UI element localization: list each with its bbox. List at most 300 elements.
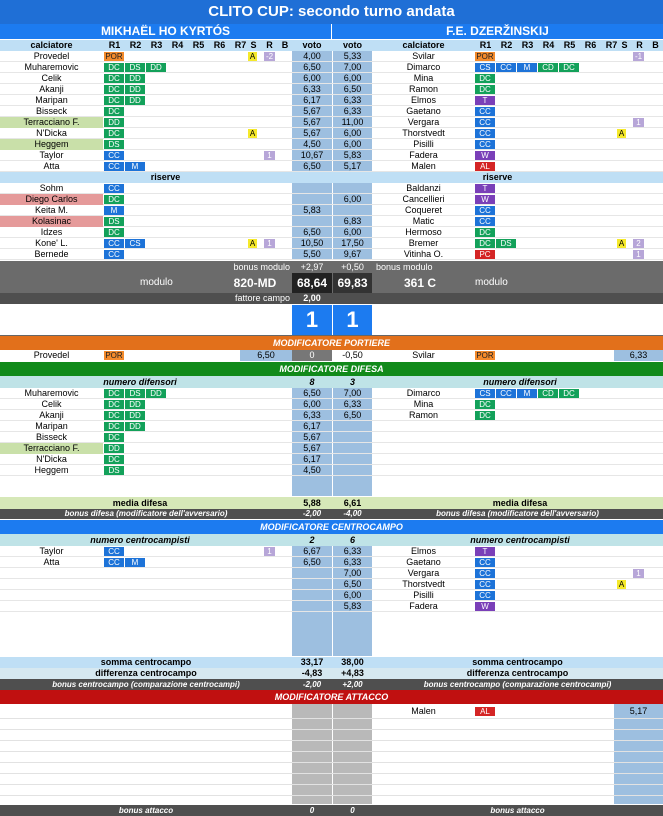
portiere-away-vote: 6,33 [614, 350, 663, 361]
col-voto-away: voto [343, 40, 362, 50]
away-player-name[interactable]: Svilar [412, 51, 435, 61]
col-r4-away: R4 [542, 40, 555, 50]
away-reserves-label: riserve [482, 172, 513, 182]
away-player-vote: 6,33 [343, 106, 362, 116]
home-role-dd: DD [125, 411, 145, 420]
centrocampo-home-num: 2 [309, 535, 315, 545]
home-role-dc: DC [104, 63, 124, 72]
away-player-vote: 5,83 [343, 601, 362, 611]
home-role-ds: DS [104, 217, 124, 226]
away-player-vote [333, 183, 372, 194]
home-role-dd: DD [125, 96, 145, 105]
portiere-home-mod: 0 [292, 350, 332, 361]
home-player-name[interactable]: Terracciano F. [0, 443, 103, 454]
home-player-name[interactable]: Celik [41, 399, 62, 409]
away-modulo: 361 C [403, 276, 437, 290]
portiere-home-vote: 6,50 [240, 350, 292, 361]
home-role-dc: DC [104, 129, 124, 138]
home-role-dd: DD [146, 63, 166, 72]
away-player-name[interactable]: Matic [412, 216, 435, 226]
cell: differenza centrocampo [95, 668, 197, 678]
player-row [0, 227, 663, 238]
home-role-dc: DC [104, 400, 124, 409]
home-role-dc: DC [104, 433, 124, 442]
home-role-m: M [104, 206, 124, 215]
home-player-name[interactable]: N'Dicka [36, 454, 67, 464]
away-role-w: W [475, 602, 495, 611]
attacco-away-vote: 5,17 [629, 706, 648, 716]
home-player-name[interactable]: Idzes [40, 227, 63, 237]
away-player-name[interactable]: Coqueret [404, 205, 443, 215]
cell: bonus centrocampo (comparazione centrocampi) [52, 680, 240, 689]
grid-line [0, 751, 663, 752]
away-player-vote: 6,00 [343, 590, 362, 600]
col-r6: R6 [213, 40, 226, 50]
away-bonus-badge: -1 [634, 52, 643, 61]
attacco-row [0, 706, 663, 717]
player-row [0, 579, 663, 590]
home-reserves-label: riserve [150, 172, 181, 182]
away-player-vote: 6,50 [343, 410, 362, 420]
bonus-difesa-row [0, 509, 663, 519]
away-role-cc: CC [475, 591, 495, 600]
away-role-dc: DC [475, 228, 495, 237]
away-role-cc: CC [475, 580, 495, 589]
player-row [0, 601, 663, 612]
away-player-name[interactable]: Dimarco [406, 62, 441, 72]
away-role-cd: CD [538, 63, 558, 72]
bonus-centrocampo-home: -2,00 [302, 680, 322, 689]
modulo-row [0, 273, 663, 293]
col-s-away: S [621, 40, 628, 50]
home-role-dc: DC [104, 195, 124, 204]
away-role-cc: CC [496, 63, 516, 72]
col-voto: voto [302, 40, 322, 50]
home-player-name[interactable]: Sohm [39, 183, 64, 193]
difesa-num-label: numero difensori [103, 377, 177, 387]
away-player-name[interactable]: Vergara [407, 568, 440, 578]
away-role-t: T [475, 547, 495, 556]
home-role-por: POR [105, 351, 123, 360]
home-bonus-badge: 1 [264, 151, 275, 160]
away-player-vote: 6,33 [343, 557, 362, 567]
home-player-name[interactable]: N'Dicka [36, 128, 67, 138]
away-player-name[interactable]: Pisilli [413, 139, 434, 149]
away-player-name[interactable]: Vergara [407, 117, 440, 127]
bonus-difesa-label: bonus difesa (modificatore dell'avversario) [64, 509, 228, 518]
home-role-dd: DD [125, 422, 145, 431]
player-row [0, 139, 663, 150]
home-player-name[interactable]: Heggem [0, 139, 103, 150]
home-player-name[interactable]: Taylor [39, 150, 64, 160]
differenza-centrocampo-home: -4,83 [301, 668, 323, 678]
player-row [0, 454, 663, 465]
home-player-name[interactable]: Celik [41, 73, 62, 83]
home-player-vote: 10,50 [300, 238, 324, 248]
away-role-cc: CC [475, 129, 495, 138]
home-player-vote: 4,00 [303, 51, 321, 61]
away-player-name[interactable]: Gaetano [406, 557, 441, 567]
difesa-home-num: 8 [309, 377, 315, 387]
portiere-row [0, 350, 663, 362]
home-role-ds: DS [125, 63, 145, 72]
col-r2-away: R2 [500, 40, 513, 50]
away-player-vote: 5,17 [343, 161, 362, 171]
grid-line [0, 729, 663, 730]
centrocampo-section-title: MODIFICATORE CENTROCAMPO [0, 520, 663, 534]
away-player-vote: 6,00 [343, 128, 362, 138]
media-difesa-row [0, 497, 663, 509]
modulo-label-away: modulo [475, 277, 508, 288]
home-bonus-badge: 1 [264, 239, 275, 248]
home-player-name[interactable]: Akanji [39, 410, 64, 420]
bonus-difesa-away: -4,00 [343, 509, 362, 518]
player-row [0, 568, 663, 579]
home-player-vote: 6,50 [303, 62, 321, 72]
away-role-cc: CC [475, 118, 495, 127]
away-player-name[interactable]: Elmos [410, 95, 436, 105]
away-player-name[interactable]: Gaetano [406, 106, 441, 116]
away-player-name[interactable]: Ramon [408, 84, 438, 94]
home-total: 68,64 [292, 273, 332, 293]
col-r1-away: R1 [479, 40, 492, 50]
home-player-name[interactable]: Maripan [35, 95, 68, 105]
home-player-vote: 5,67 [303, 128, 321, 138]
grid-line [0, 773, 663, 774]
fattore-campo-label: fattore campo [234, 293, 290, 303]
home-role-ds: DS [104, 140, 124, 149]
grid-line [0, 718, 663, 719]
away-player-vote: 17,50 [341, 238, 364, 248]
reserves-header [0, 172, 663, 183]
col-r7-away: R7 [605, 40, 618, 50]
away-player-vote: 11,00 [341, 117, 364, 127]
away-player-vote: 6,00 [343, 139, 362, 149]
player-row [0, 249, 663, 260]
home-bonus-badge: -2 [265, 52, 274, 61]
home-player-name[interactable]: Atta [43, 557, 60, 567]
page-title: CLITO CUP: secondo turno andata [0, 0, 663, 24]
home-captain-badge: A [249, 52, 256, 61]
home-role-cc: CC [104, 250, 124, 259]
player-row [0, 117, 663, 128]
col-r5-away: R5 [563, 40, 576, 50]
attacco-section-title: MODIFICATORE ATTACCO [0, 690, 663, 704]
home-role-m: M [125, 162, 145, 171]
vote-column-bg [292, 704, 332, 804]
starters-col-player: calciatore [30, 40, 73, 50]
home-player-vote: 4,50 [303, 139, 321, 149]
home-player-vote: 5,67 [303, 117, 321, 127]
away-player-vote: 6,33 [343, 546, 362, 556]
centrocampo-away-num: 6 [349, 535, 355, 545]
player-row [0, 432, 663, 443]
player-row [0, 51, 663, 62]
home-player-vote [292, 216, 332, 227]
home-role-cs: CS [125, 239, 145, 248]
away-player-name[interactable]: Pisilli [413, 590, 434, 600]
home-role-cc: CC [104, 547, 124, 556]
away-player-vote: 6,50 [343, 579, 362, 589]
media-difesa-away: 6,61 [343, 498, 362, 508]
portiere-section-title: MODIFICATORE PORTIERE [0, 336, 663, 350]
home-role-cc: CC [104, 184, 124, 193]
media-difesa-label-away: media difesa [492, 498, 548, 508]
player-row [0, 84, 663, 95]
away-player-name[interactable]: Hermoso [405, 227, 442, 237]
player-row [0, 73, 663, 84]
home-role-dc: DC [104, 96, 124, 105]
cell: bonus attacco [118, 806, 174, 815]
bonus-modulo-label: bonus modulo [233, 262, 290, 272]
home-player-name[interactable]: Bisseck [35, 106, 67, 116]
away-player-name[interactable]: Thorstvedt [402, 579, 445, 589]
home-role-dd: DD [104, 444, 124, 453]
away-player-name[interactable]: Fadera [409, 601, 438, 611]
home-role-dc: DC [104, 85, 124, 94]
home-player-name[interactable]: Muharemovic [24, 388, 79, 398]
away-role-por: POR [476, 351, 494, 360]
home-role-dd: DD [146, 389, 166, 398]
media-difesa-label: media difesa [112, 498, 168, 508]
cell: somma centrocampo [100, 657, 192, 667]
col-r2: R2 [129, 40, 142, 50]
away-role-cc: CC [475, 140, 495, 149]
player-row [0, 205, 663, 216]
col-r1: R1 [108, 40, 121, 50]
away-player-vote: 7,00 [343, 388, 362, 398]
differenza-centrocampo-away: +4,83 [341, 668, 364, 678]
away-player-vote: 6,33 [343, 95, 362, 105]
home-role-dd: DD [125, 400, 145, 409]
away-role-cc: CC [475, 107, 495, 116]
away-player-vote: 6,50 [343, 84, 362, 94]
home-role-dc: DC [104, 107, 124, 116]
bonus-attacco-away: 0 [350, 806, 355, 815]
away-role-w: W [475, 151, 495, 160]
away-player-vote: 6,00 [343, 227, 362, 237]
col-player-away: calciatore [402, 40, 445, 50]
home-player-name[interactable]: Akanji [39, 84, 64, 94]
away-role-cd: CD [538, 389, 558, 398]
player-row [0, 399, 663, 410]
home-modulo: 820-MD [233, 276, 277, 290]
away-captain-badge: A [618, 239, 625, 248]
player-row [0, 194, 663, 205]
home-captain-badge: A [249, 239, 256, 248]
away-role-dc: DC [559, 63, 579, 72]
home-player-name[interactable]: Keita M. [34, 205, 68, 215]
away-player-name[interactable]: Mina [413, 73, 434, 83]
away-player-name[interactable]: Bremer [408, 238, 439, 248]
away-role-dc: DC [559, 389, 579, 398]
away-role-t: T [475, 184, 495, 193]
home-bonus-badge: 1 [264, 547, 275, 556]
home-player-vote: 6,50 [303, 161, 321, 171]
away-role-cc: CC [496, 389, 516, 398]
grid-line [0, 740, 663, 741]
home-role-dc: DC [104, 422, 124, 431]
home-player-name[interactable]: Taylor [39, 546, 64, 556]
away-bonus-badge: 2 [633, 239, 644, 248]
col-s: S [250, 40, 257, 50]
bonus-attacco-row [0, 805, 663, 816]
home-player-name[interactable]: Kone' L. [35, 238, 68, 248]
somma-centrocampo-label-away: somma centrocampo [472, 657, 563, 667]
vote-column-bg [614, 704, 663, 804]
differenza-centrocampo-label-away: differenza centrocampo [466, 668, 569, 678]
bonus-difesa-label-away: bonus difesa (modificatore dell'avversario) [436, 509, 599, 518]
away-role-dc: DC [475, 239, 495, 248]
away-role-m: M [517, 63, 537, 72]
fattore-campo-row [0, 293, 663, 304]
away-role-cc: CC [475, 569, 495, 578]
away-player-name[interactable]: Baldanzi [406, 183, 441, 193]
away-role-cc: CC [475, 217, 495, 226]
bonus-centrocampo-row [0, 679, 663, 690]
fattore-campo-value: 2,00 [303, 293, 321, 303]
home-role-dd: DD [104, 118, 124, 127]
away-player-name[interactable]: Dimarco [406, 388, 441, 398]
away-role-cs: CS [475, 389, 495, 398]
player-row [0, 421, 663, 432]
home-player-name[interactable]: Kolasinac [0, 216, 103, 227]
difesa-away-num: 3 [349, 377, 355, 387]
home-player-vote: 10,67 [300, 150, 324, 160]
home-player-name[interactable]: Maripan [35, 421, 68, 431]
away-total: 69,83 [333, 273, 372, 293]
home-player-name[interactable]: Terracciano F. [0, 117, 103, 128]
grid-line [0, 795, 663, 796]
away-role-ds: DS [496, 239, 516, 248]
player-row [0, 590, 663, 601]
home-player-name[interactable]: Heggem [34, 465, 69, 475]
away-role-cs: CS [475, 63, 495, 72]
portiere-away-mod: -0,50 [342, 350, 363, 360]
col-r6-away: R6 [584, 40, 597, 50]
player-row [0, 546, 663, 557]
home-player-vote: 5,67 [303, 106, 321, 116]
home-player-name[interactable]: Atta [43, 161, 60, 171]
home-player-vote: 6,67 [303, 546, 321, 556]
away-player-name[interactable]: Ramon [408, 410, 438, 420]
away-player-vote [333, 205, 372, 216]
home-player-vote: 6,50 [303, 557, 321, 567]
away-team-name: F.E. DZERŽINSKIJ [332, 24, 663, 39]
home-player-vote: 6,00 [303, 399, 321, 409]
home-player-name[interactable]: Muharemovic [24, 62, 79, 72]
bonus-attacco-home: 0 [309, 806, 315, 815]
away-player-vote: 5,83 [343, 150, 362, 160]
bonus-modulo-row [0, 261, 663, 273]
home-role-dc: DC [104, 228, 124, 237]
away-bonus-badge: 1 [633, 250, 644, 259]
away-role-dc: DC [475, 400, 495, 409]
home-player-vote: 5,67 [303, 432, 321, 442]
starters-column-header [0, 40, 663, 51]
away-role-t: T [475, 96, 495, 105]
player-row [0, 238, 663, 249]
attacco-away-name[interactable]: Malen [411, 706, 436, 716]
home-role-dc: DC [104, 455, 124, 464]
away-role-al: AL [475, 707, 495, 716]
bonus-difesa-home: -2,00 [302, 509, 322, 518]
somma-centrocampo-home: 33,17 [300, 657, 324, 667]
portiere-away-name[interactable]: Svilar [412, 350, 435, 360]
away-role-al: AL [475, 162, 495, 171]
away-bonus-badge: 1 [633, 569, 644, 578]
away-player-name[interactable]: Fadera [409, 150, 438, 160]
col-r3-away: R3 [521, 40, 534, 50]
away-role-dc: DC [475, 85, 495, 94]
home-player-vote: 6,17 [303, 95, 321, 105]
away-player-name[interactable]: Cancellieri [402, 194, 445, 204]
home-player-vote: 4,50 [303, 465, 321, 475]
bonus-centrocampo-label-away: bonus centrocampo (comparazione centrocampi) [423, 680, 612, 689]
home-player-vote: 5,50 [303, 249, 321, 259]
away-role-pc: PC [475, 250, 495, 259]
away-player-vote: 6,83 [343, 216, 362, 226]
col-b-away: B [652, 40, 659, 50]
home-role-por: POR [105, 52, 123, 61]
player-row [0, 557, 663, 568]
home-role-dd: DD [125, 85, 145, 94]
away-player-name[interactable]: Vitinha O. [403, 249, 444, 259]
modulo-label: modulo [140, 277, 173, 288]
away-bonus-badge: 1 [633, 118, 644, 127]
home-team-name: MIKHAËL HO KYRTÓS [0, 24, 331, 39]
away-player-name[interactable]: Elmos [410, 546, 436, 556]
player-row [0, 128, 663, 139]
home-player-name[interactable]: Bisseck [35, 432, 67, 442]
away-player-name[interactable]: Thorstvedt [402, 128, 445, 138]
bonus-centrocampo-away: +2,00 [342, 680, 363, 689]
home-player-vote: 6,50 [303, 388, 321, 398]
player-row [0, 443, 663, 454]
away-player-name[interactable]: Mina [413, 399, 434, 409]
home-score: 1 [292, 305, 332, 335]
player-row [0, 62, 663, 73]
away-player-vote: 5,33 [343, 51, 362, 61]
portiere-home-name[interactable]: Provedel [33, 350, 70, 360]
away-player-name[interactable]: Malen [411, 161, 436, 171]
difesa-section-title: MODIFICATORE DIFESA [0, 362, 663, 376]
away-role-por: POR [476, 52, 494, 61]
away-player-vote: 7,00 [343, 568, 362, 578]
home-player-vote [292, 183, 332, 194]
home-player-name[interactable]: Provedel [33, 51, 70, 61]
home-role-m: M [125, 558, 145, 567]
away-player-vote: 6,00 [343, 194, 362, 204]
col-r4: R4 [171, 40, 184, 50]
bonus-attacco-label-away: bonus attacco [490, 806, 545, 815]
player-row [0, 161, 663, 172]
away-player-vote: 7,00 [343, 62, 362, 72]
home-player-name[interactable]: Diego Carlos [0, 194, 103, 205]
player-row [0, 150, 663, 161]
col-r-away: R [636, 40, 643, 50]
player-row [0, 183, 663, 194]
grid-line [0, 784, 663, 785]
home-player-vote: 5,67 [303, 443, 321, 453]
player-row [0, 216, 663, 227]
away-role-dc: DC [475, 74, 495, 83]
home-player-vote [292, 194, 332, 205]
centrocampo-count-row [0, 534, 663, 546]
home-player-name[interactable]: Bernede [34, 249, 69, 259]
differenza-centrocampo-row [0, 668, 663, 679]
bonus-modulo-away: +0,50 [341, 262, 364, 272]
